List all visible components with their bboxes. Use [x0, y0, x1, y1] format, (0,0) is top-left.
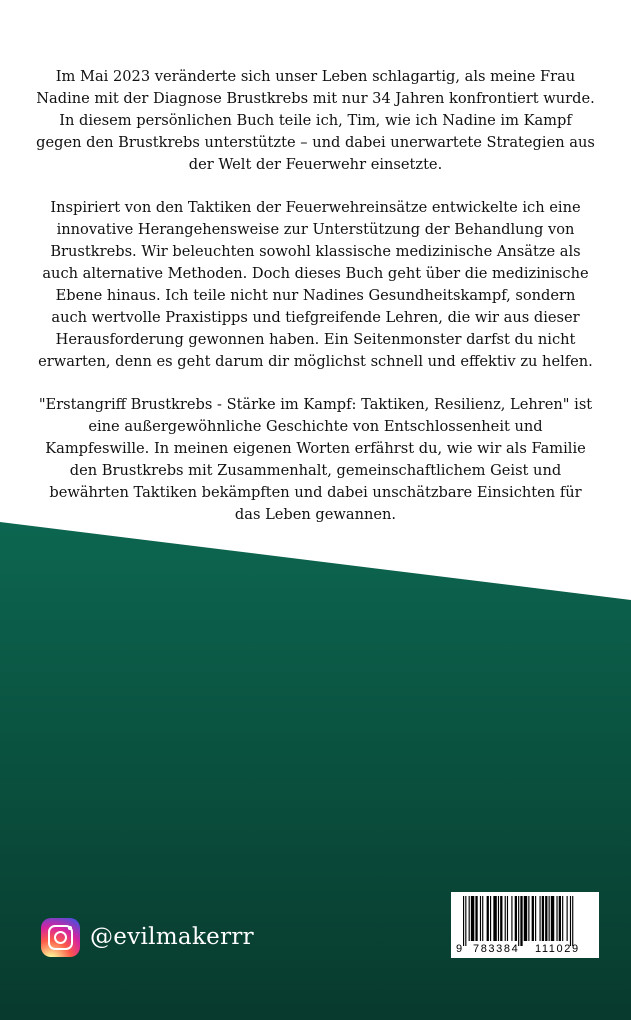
- back-cover-blurb: [36, 66, 595, 547]
- barcode-bar: [507, 896, 508, 941]
- barcode-bar: [535, 896, 536, 941]
- barcode-bar: [511, 896, 512, 941]
- barcode-bar: [572, 896, 573, 946]
- barcode-bar: [559, 896, 561, 941]
- barcode-bar: [556, 896, 557, 941]
- barcode-bar: [471, 896, 474, 941]
- barcode-bar: [524, 896, 527, 941]
- barcode-bar: [551, 896, 554, 941]
- barcode-digits-left: 783384: [473, 943, 520, 955]
- barcode-bar: [482, 896, 483, 941]
- barcode-bar: [545, 896, 547, 941]
- barcode-bar: [528, 896, 529, 941]
- barcode-bar: [493, 896, 496, 941]
- barcode-bar: [505, 896, 506, 941]
- barcode-bar: [520, 896, 522, 946]
- blurb-paragraph-3: "Erstangriff Brustkrebs - Stärke im Kampf: Taktiken, Resilienz, Lehren" ist eine außergewöhnliche Geschichte von Entschlossenheit und Kampfeswille. In meinen eigenen Worten erfährst du, wie wir als Familie den Brustkrebs mit Zusammenhalt, gemeinschaftlichem Geist und bewährten Taktiken bekämpften und dabei unschätzbare Einsichten für das Leben gewannen.: [38, 396, 593, 523]
- barcode-bar: [518, 896, 519, 946]
- barcode-bar: [562, 896, 563, 941]
- barcode-bar: [542, 896, 544, 941]
- barcode-digits-right: 111029: [535, 943, 580, 955]
- barcode-bar: [490, 896, 491, 941]
- instagram-handle: @evilmakerrr: [90, 924, 254, 950]
- barcode-bar: [475, 896, 477, 941]
- barcode-bar: [515, 896, 517, 941]
- barcode-bar: [549, 896, 550, 941]
- isbn-barcode: [451, 892, 599, 958]
- barcode-bar: [532, 896, 534, 941]
- barcode-bar: [465, 896, 466, 946]
- blurb-paragraph-1: Im Mai 2023 veränderte sich unser Leben schlagartig, als meine Frau Nadine mit der Diagnose Brustkrebs mit nur 34 Jahren konfrontiert wurde. In diesem persönlichen Buch teile ich, Tim, wie ich Nadine im Kampf gegen den Brustkrebs unterstützte – und dabei unerwartete Strategien aus der Welt der Feuerwehr einsetzte.: [36, 68, 595, 173]
- barcode-bar: [567, 896, 568, 941]
- barcode-bar: [498, 896, 499, 941]
- barcode-bar: [480, 896, 481, 941]
- barcode-bar: [500, 896, 502, 941]
- instagram-icon: [41, 918, 80, 957]
- barcode-bar: [487, 896, 489, 941]
- barcode-digit-first: 9: [456, 943, 463, 955]
- barcode-bar: [540, 896, 541, 941]
- blurb-paragraph-2: Inspiriert von den Taktiken der Feuerwehreinsätze entwickelte ich eine innovative Herangehensweise zur Unterstützung der Behandlung von Brustkrebs. Wir beleuchten sowohl klassische medizinische Ansätze als auch alternative Methoden. Doch dieses Buch geht über die medizinische Ebene hinaus. Ich teile nicht nur Nadines Gesundheitskampf, sondern auch wertvolle Praxistipps und tiefgreifende Lehren, die wir aus dieser Herausforderung gewonnen haben. Ein Seitenmonster darfst du nicht erwarten, denn es geht darum dir möglichst schnell und effektiv zu helfen.: [38, 199, 593, 370]
- barcode-bar: [570, 896, 571, 946]
- barcode-bar: [469, 896, 470, 941]
- barcode-bar: [463, 896, 464, 946]
